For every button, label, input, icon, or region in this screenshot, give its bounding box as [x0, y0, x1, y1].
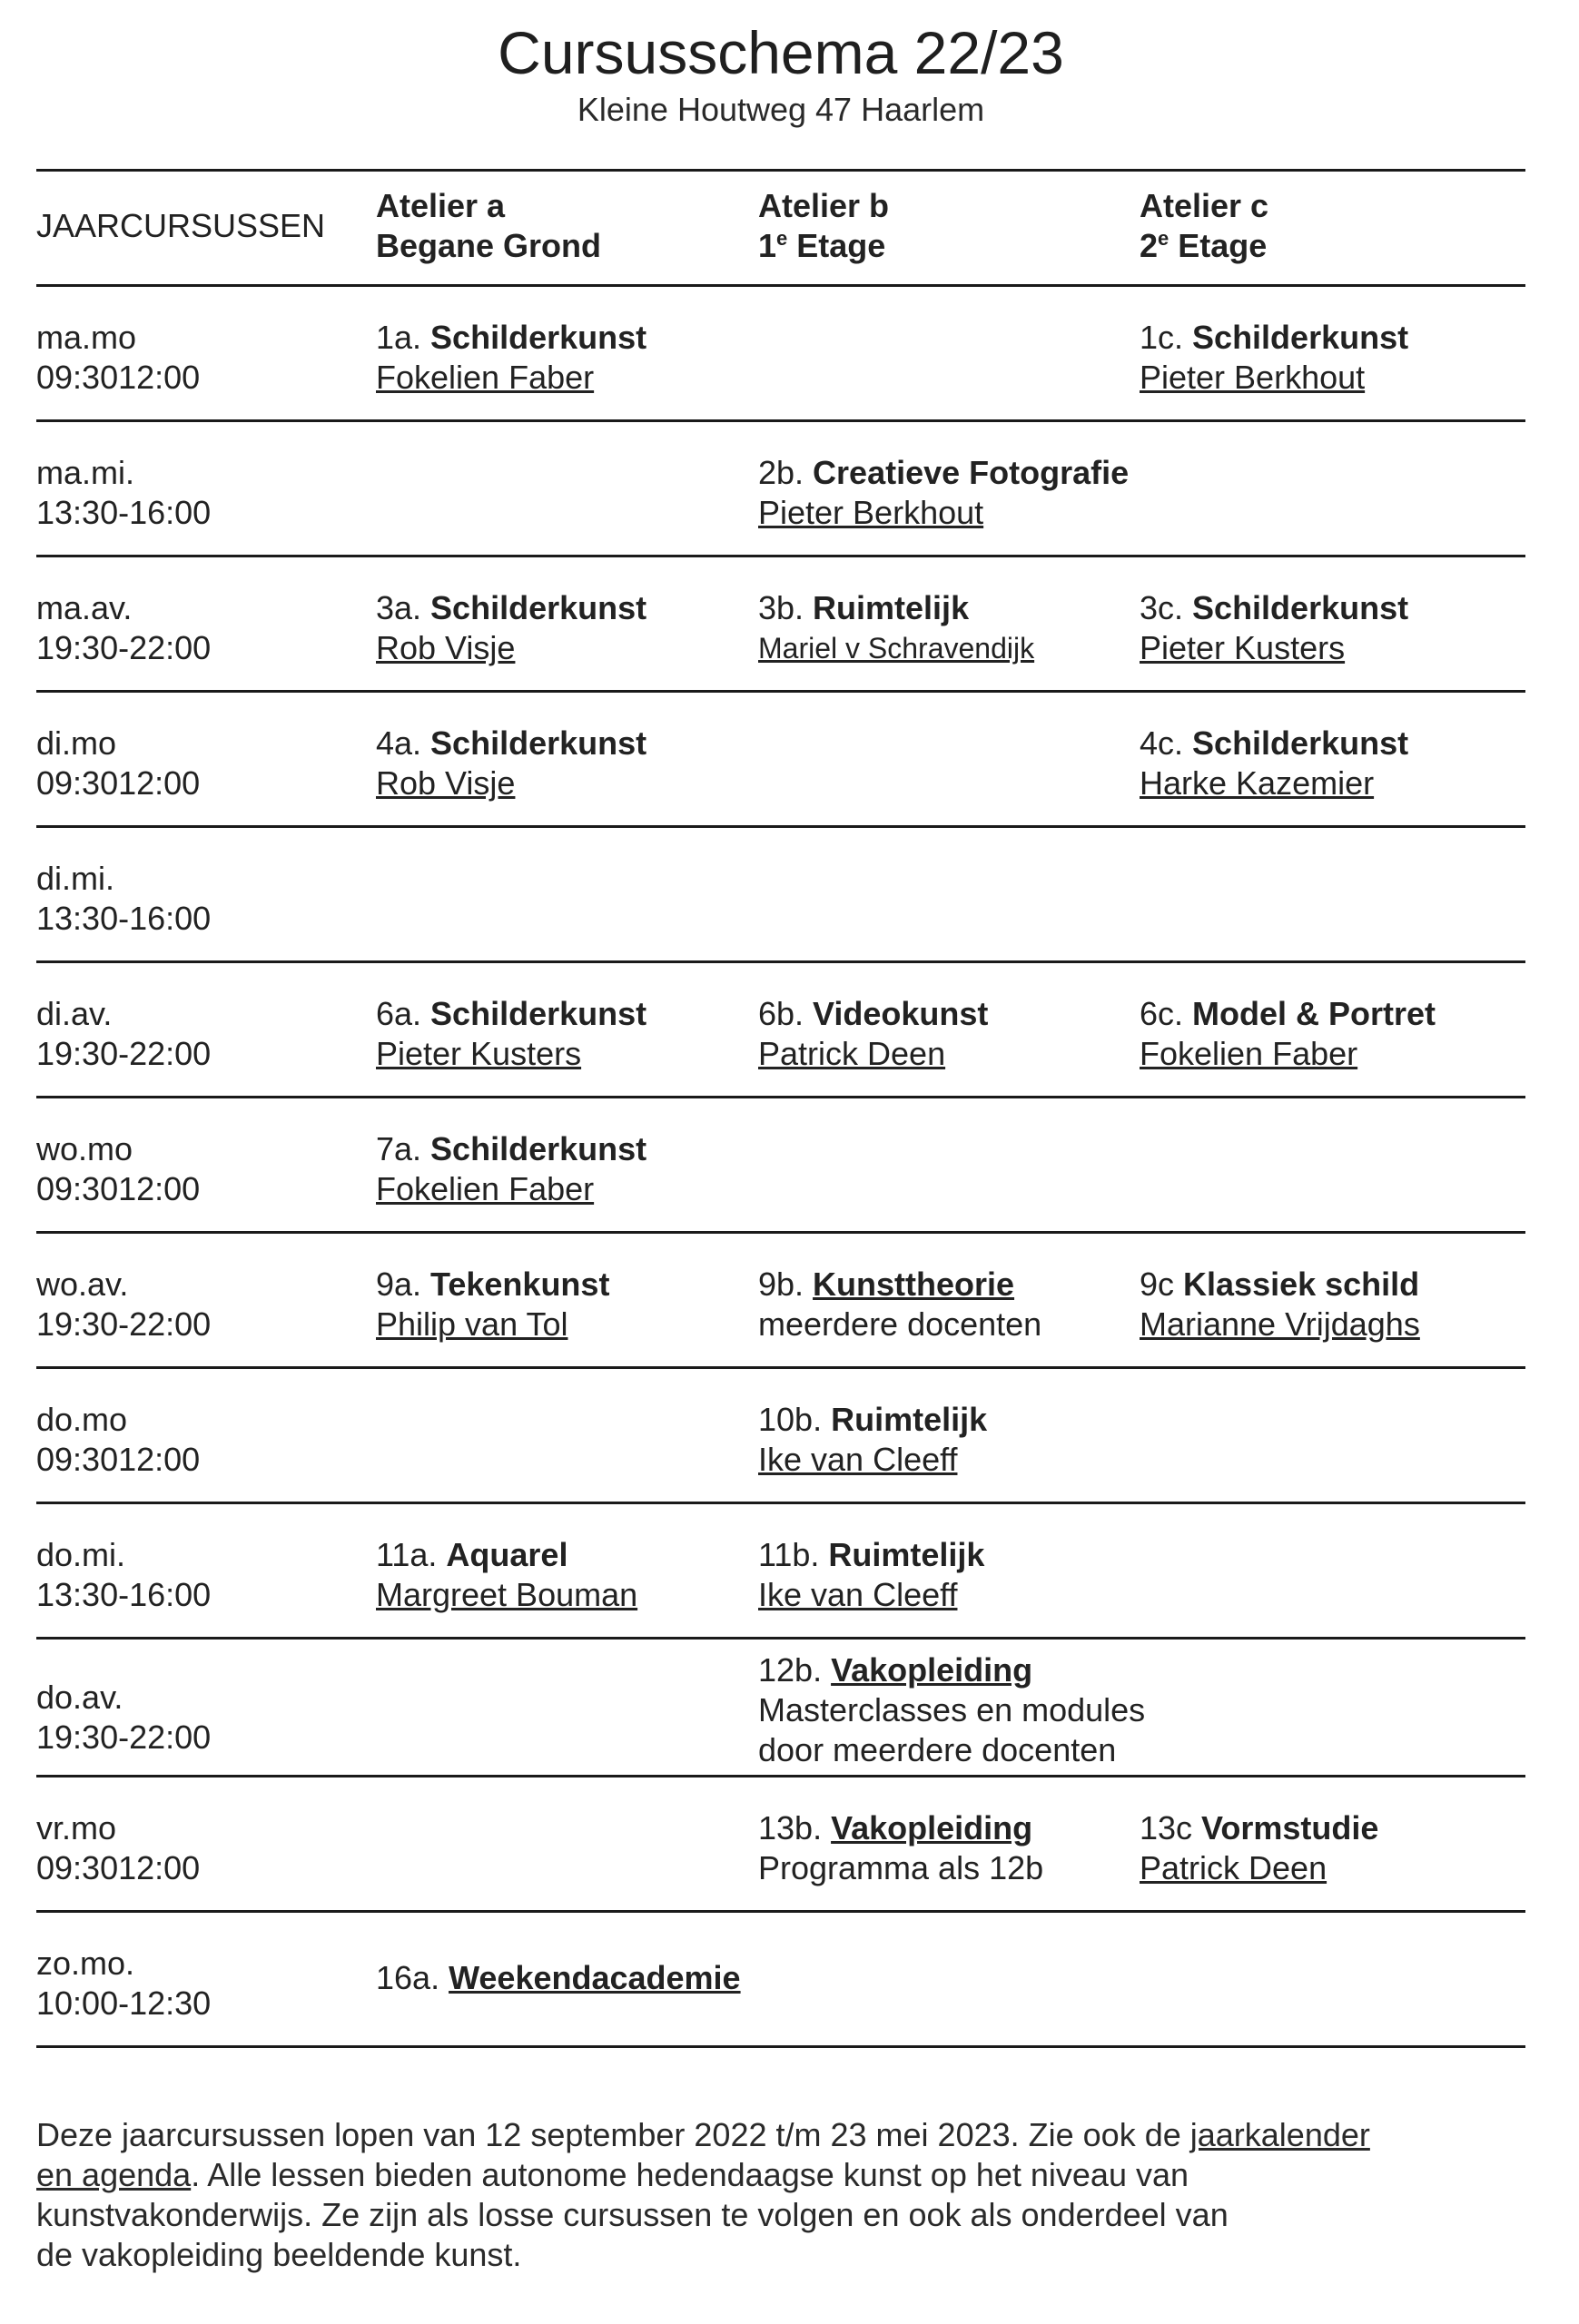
course-cell: 2b. Creatieve Fotografie Pieter Berkhout	[758, 453, 1140, 533]
header-atelier-c: Atelier c 2e Etage	[1140, 187, 1269, 264]
table-row	[36, 557, 1525, 693]
teacher-link[interactable]: Mariel v Schravendijk	[758, 632, 1035, 665]
slot: ma.mi. 13:30-16:00	[36, 454, 212, 531]
course-cell: 9a. Tekenkunst Philip van Tol	[376, 1265, 748, 1344]
course-cell: 4c. Schilderkunst Harke Kazemier	[1140, 724, 1525, 803]
table-row	[36, 1369, 1525, 1504]
teacher-link[interactable]: Patrick Deen	[1140, 1849, 1327, 1886]
slot: di.mi. 13:30-16:00	[36, 860, 212, 937]
course-cell: 3c. Schilderkunst Pieter Kusters	[1140, 588, 1525, 668]
slot: wo.mo 09:3012:00	[36, 1130, 201, 1207]
course-cell: 6c. Model & Portret Fokelien Faber	[1140, 994, 1525, 1074]
teacher-link[interactable]: Pieter Kusters	[376, 1035, 582, 1072]
slot: do.av. 19:30-22:00	[36, 1679, 212, 1756]
course-cell: 1c. Schilderkunst Pieter Berkhout	[1140, 318, 1525, 398]
teacher-link[interactable]: Patrick Deen	[758, 1035, 946, 1072]
course-cell: 9c Klassiek schild Marianne Vrijdaghs	[1140, 1265, 1525, 1344]
table-row	[36, 963, 1525, 1098]
teacher-link[interactable]: Rob Visje	[376, 764, 516, 802]
slot: vr.mo 09:3012:00	[36, 1809, 201, 1886]
table-row	[36, 693, 1525, 828]
table-row	[36, 1234, 1525, 1369]
teacher-link[interactable]: Pieter Berkhout	[1140, 359, 1366, 396]
table-header	[36, 172, 1525, 287]
table-row	[36, 422, 1525, 557]
footer-text: Deze jaarcursussen lopen van 12 september 2022 t/m 23 mei 2023. Zie ook de jaarkalender en agenda. Alle lessen bieden autonome hedendaagse kunst op het niveau van kunstvakonderwijs. Ze zijn als losse cursussen te volgen en ook als onderdeel van de vakopleiding beeldende kunst.	[36, 2116, 1370, 2273]
page-subtitle: Kleine Houtweg 47 Haarlem	[577, 91, 985, 128]
teacher-link[interactable]: Marianne Vrijdaghs	[1140, 1305, 1420, 1343]
teacher-link[interactable]: Rob Visje	[376, 629, 516, 666]
page-title: Cursusschema 22/23	[498, 19, 1064, 86]
course-cell: 13c Vormstudie Patrick Deen	[1140, 1808, 1525, 1888]
slot: do.mo 09:3012:00	[36, 1401, 201, 1478]
slot: wo.av. 19:30-22:00	[36, 1265, 212, 1343]
course-cell: 13b. Vakopleiding Programma als 12b	[758, 1809, 1044, 1886]
table-row	[36, 828, 1525, 963]
teacher-link[interactable]: Fokelien Faber	[376, 1170, 595, 1207]
teacher-link[interactable]: Fokelien Faber	[376, 359, 595, 396]
jaarkalender-link[interactable]: jaarkalender	[1189, 2116, 1370, 2153]
teacher-link[interactable]: Pieter Kusters	[1140, 629, 1346, 666]
course-link[interactable]: Kunsttheorie	[813, 1265, 1015, 1303]
table-row	[36, 1913, 1525, 2048]
slot: ma.mo 09:3012:00	[36, 319, 201, 396]
slot: zo.mo. 10:00-12:30	[36, 1945, 212, 2022]
table-row	[36, 1504, 1525, 1640]
teacher-link[interactable]: Pieter Berkhout	[758, 494, 984, 531]
course-cell: 7a. Schilderkunst Fokelien Faber	[376, 1129, 748, 1209]
course-cell: 10b. Ruimtelijk Ike van Cleeff	[758, 1400, 1140, 1480]
slot: do.mi. 13:30-16:00	[36, 1536, 212, 1613]
course-link[interactable]: Vakopleiding	[831, 1809, 1033, 1846]
schedule-table	[36, 169, 1525, 2048]
course-cell: 6b. Videokunst Patrick Deen	[758, 994, 1140, 1074]
agenda-link[interactable]: en agenda	[36, 2156, 192, 2193]
course-cell: 11b. Ruimtelijk Ike van Cleeff	[758, 1535, 1140, 1615]
header-label: JAARCURSUSSEN	[36, 207, 326, 244]
teacher-link[interactable]: Ike van Cleeff	[758, 1576, 958, 1613]
teacher-link[interactable]: Ike van Cleeff	[758, 1441, 958, 1478]
teacher-link[interactable]: Philip van Tol	[376, 1305, 568, 1343]
course-cell: 16a. Weekendacademie	[376, 1959, 741, 1996]
table-row	[36, 1777, 1525, 1913]
course-cell: 11a. Aquarel Margreet Bouman	[376, 1535, 748, 1615]
table-row	[36, 287, 1525, 422]
course-cell: 3b. Ruimtelijk Mariel v Schravendijk	[758, 588, 1140, 668]
header-atelier-a: Atelier a Begane Grond	[376, 187, 602, 264]
course-link[interactable]: Weekendacademie	[449, 1959, 741, 1996]
course-cell: 12b. Vakopleiding Masterclasses en modules door meerdere docenten	[758, 1651, 1146, 1768]
teacher-link[interactable]: Margreet Bouman	[376, 1576, 638, 1613]
course-cell: 1a. Schilderkunst Fokelien Faber	[376, 318, 748, 398]
header-atelier-b: Atelier b 1e Etage	[758, 187, 890, 264]
table-row	[36, 1098, 1525, 1234]
table-row	[36, 1640, 1525, 1777]
slot: ma.av. 19:30-22:00	[36, 589, 212, 666]
course-cell: 4a. Schilderkunst Rob Visje	[376, 724, 748, 803]
course-cell: 6a. Schilderkunst Pieter Kusters	[376, 994, 748, 1074]
course-link[interactable]: Vakopleiding	[831, 1651, 1033, 1689]
slot: di.mo 09:3012:00	[36, 724, 201, 802]
teacher-link[interactable]: Harke Kazemier	[1140, 764, 1375, 802]
teacher-link[interactable]: Fokelien Faber	[1140, 1035, 1358, 1072]
course-cell: 3a. Schilderkunst Rob Visje	[376, 588, 748, 668]
slot: di.av. 19:30-22:00	[36, 995, 212, 1072]
course-cell: 9b. Kunsttheorie meerdere docenten	[758, 1265, 1042, 1343]
